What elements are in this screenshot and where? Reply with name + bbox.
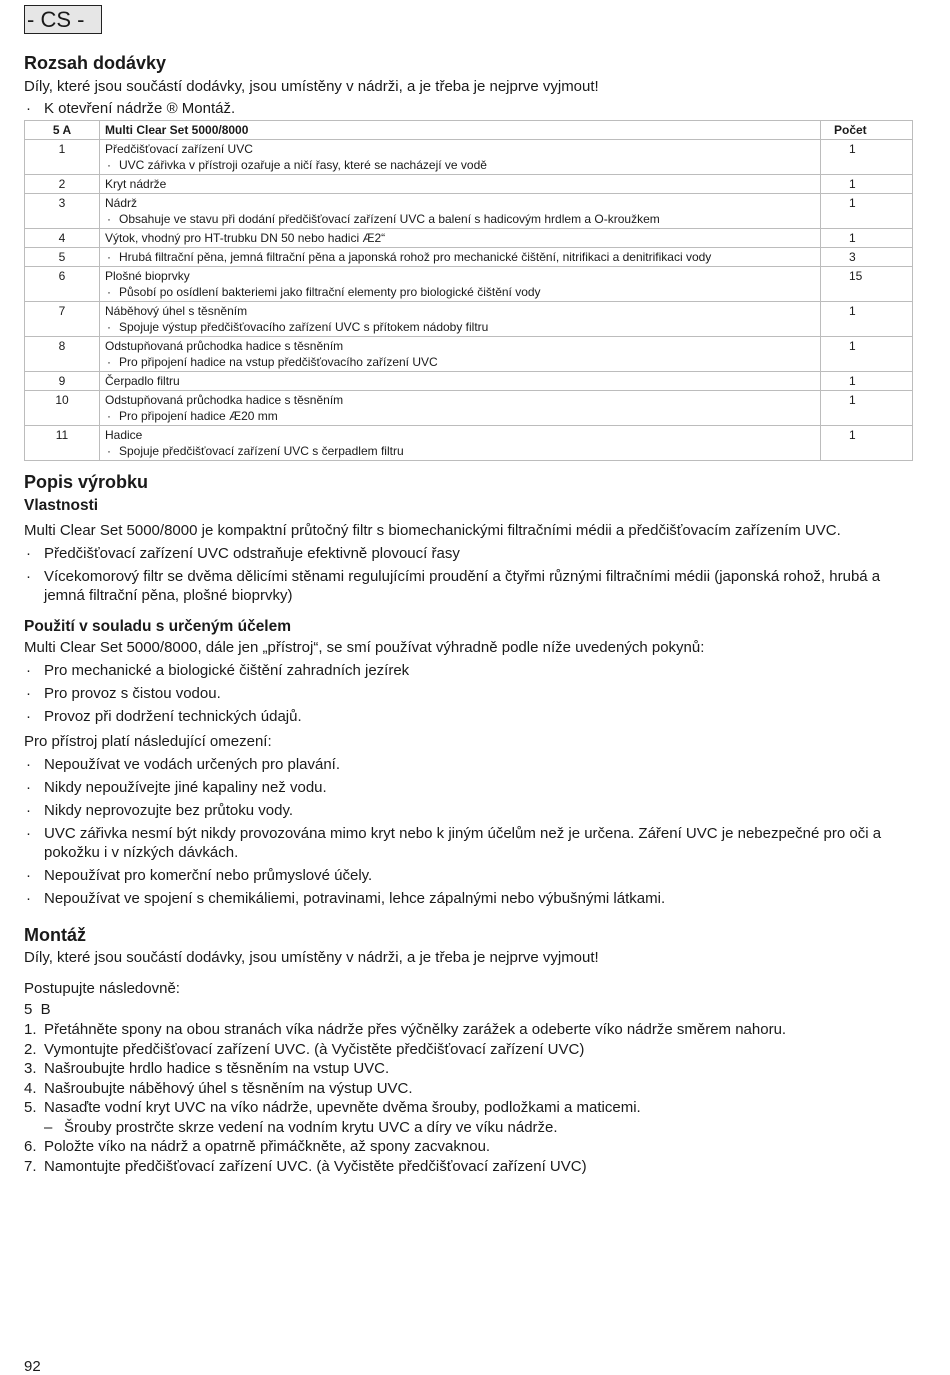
parts-row — [25, 372, 913, 391]
parts-row-name: Hadice — [105, 428, 143, 442]
usage-text: Multi Clear Set 5000/8000, dále jen „přístroj“, se smí používat výhradně podle níže uvedených pokynů: — [24, 639, 705, 656]
parts-row — [25, 267, 913, 302]
assembly-step-text: Nasaďte vodní kryt UVC na víko nádrže, upevněte dvěma šrouby, podložkami a maticemi. — [44, 1099, 641, 1116]
features-text: Multi Clear Set 5000/8000 je kompaktní průtočný filtr s biomechanickými filtračními médii a předčišťovacím zařízením UVC. — [24, 522, 841, 539]
parts-row-name: Čerpadlo filtru — [105, 374, 180, 388]
parts-row-note: · Působí po osídlení bakteriemi jako filtrační elementy pro biologické čištění vody — [105, 284, 815, 300]
assembly-step-text: Vymontujte předčišťovací zařízení UVC. (à Vyčistěte předčišťovací zařízení UVC) — [44, 1040, 585, 1058]
assembly-step-text: Přetáhněte spony na obou stranách víka nádrže přes výčnělky zarážek a odeberte víko nádrže směrem nahoru. — [44, 1021, 787, 1038]
parts-row — [25, 140, 913, 175]
parts-row-description — [100, 175, 821, 194]
restrictions-text: Pro přístroj platí následující omezení: — [24, 733, 272, 750]
features-list — [24, 544, 914, 605]
parts-row-name: Předčišťovací zařízení UVC — [105, 142, 253, 156]
parts-row-number: 5 — [25, 248, 100, 267]
parts-row-number: 11 — [25, 426, 100, 461]
feature-item: · Vícekomorový filtr se dvěma dělicími stěnami regulujícími proudění a čtyřmi různými filtračními médii (japonská rohož, hrubá a jemná filtrační pěna, plošné bioprvky) — [24, 567, 914, 605]
parts-row-name: Plošné bioprvky — [105, 269, 190, 283]
parts-row-number: 6 — [25, 267, 100, 302]
parts-row-note: · Spojuje výstup předčišťovacího zařízení UVC s přítokem nádoby filtru — [105, 319, 815, 335]
parts-row-qty: 1 — [821, 175, 913, 194]
parts-row-notes — [105, 443, 815, 459]
usage-item: · Pro mechanické a biologické čištění zahradních jezírek — [24, 661, 914, 680]
parts-row-number: 2 — [25, 175, 100, 194]
scope-title: Rozsah dodávky — [24, 53, 167, 73]
restriction-item: · Nikdy neprovozujte bez průtoku vody. — [24, 801, 914, 820]
parts-row-notes — [105, 211, 815, 227]
parts-row — [25, 248, 913, 267]
assembly-step — [24, 1157, 914, 1177]
parts-row-qty: 15 — [821, 267, 913, 302]
assembly-step — [24, 1059, 914, 1079]
assembly-step-number: 3. — [24, 1060, 37, 1077]
parts-row-note: · Obsahuje ve stavu při dodání předčišťovací zařízení UVC a balení s hadicovým hrdlem a O-kroužkem — [105, 211, 815, 227]
parts-row-notes — [105, 319, 815, 335]
parts-row-description — [100, 426, 821, 461]
parts-qty-header: Počet — [821, 121, 913, 140]
parts-table — [24, 120, 913, 461]
parts-row-description — [100, 302, 821, 337]
parts-row — [25, 194, 913, 229]
assembly-step-text: Šrouby prostrčte skrze vedení na vodním krytu UVC a díry ve víku nádrže. — [64, 1118, 558, 1136]
parts-row-notes — [105, 157, 815, 173]
parts-row-number: 1 — [25, 140, 100, 175]
restriction-item: · Nepoužívat pro komerční nebo průmyslové účely. — [24, 866, 914, 885]
parts-row-description — [100, 194, 821, 229]
page-content — [24, 52, 914, 1176]
usage-list — [24, 661, 914, 726]
features-title: Vlastnosti — [24, 497, 99, 514]
scope-bullet: · K otevření nádrže ® Montáž. — [24, 99, 914, 118]
parts-row-qty: 1 — [821, 302, 913, 337]
parts-row-notes — [105, 354, 815, 370]
parts-row — [25, 391, 913, 426]
parts-row — [25, 302, 913, 337]
parts-row-qty: 1 — [821, 337, 913, 372]
parts-row-description — [100, 372, 821, 391]
parts-row-note: · UVC zářivka v přístroji ozařuje a ničí řasy, které se nacházejí ve vodě — [105, 157, 815, 173]
restriction-item: · UVC zářivka nesmí být nikdy provozována mimo kryt nebo k jiným účelům než je určena. Záření UVC je nebezpečné pro oči a pokožku i v nízkých dávkách. — [24, 824, 914, 862]
assembly-steps — [24, 1020, 914, 1176]
parts-row-name: Odstupňovaná průchodka hadice s těsněním — [105, 339, 344, 353]
parts-table-header — [25, 121, 913, 140]
assembly-step-number: – — [44, 1118, 53, 1136]
parts-row-notes — [105, 249, 815, 265]
usage-title: Použití v souladu s určeným účelem — [24, 618, 292, 635]
scope-bullets — [24, 99, 914, 118]
restriction-item: · Nepoužívat ve spojení s chemikáliemi, potravinami, lehce zápalnými nebo výbušnými látkami. — [24, 889, 914, 908]
parts-row-notes — [105, 408, 815, 424]
parts-row-qty: 3 — [821, 248, 913, 267]
parts-row-note: · Pro připojení hadice na vstup předčišťovacího zařízení UVC — [105, 354, 815, 370]
parts-ref: 5 A — [25, 121, 100, 140]
parts-row-qty: 1 — [821, 372, 913, 391]
page-number: 92 — [24, 1358, 41, 1375]
assembly-step — [24, 1040, 914, 1060]
restriction-item: · Nikdy nepoužívejte jiné kapaliny než vodu. — [24, 778, 914, 797]
parts-row — [25, 175, 913, 194]
parts-product: Multi Clear Set 5000/8000 — [100, 121, 821, 140]
parts-row-name: Kryt nádrže — [105, 177, 167, 191]
parts-row-qty: 1 — [821, 194, 913, 229]
assembly-intro: Díly, které jsou součástí dodávky, jsou umístěny v nádrži, a je třeba je nejprve vyjmout! — [24, 949, 599, 966]
assembly-step — [24, 1118, 914, 1138]
assembly-step — [24, 1079, 914, 1099]
parts-row-name: Výtok, vhodný pro HT-trubku DN 50 nebo hadici Æ2“ — [105, 231, 386, 245]
parts-row-number: 8 — [25, 337, 100, 372]
assembly-step-number: 1. — [24, 1021, 37, 1038]
assembly-step-number: 5. — [24, 1099, 37, 1116]
parts-row-number: 9 — [25, 372, 100, 391]
assembly-step-text: Našroubujte hrdlo hadice s těsněním na vstup UVC. — [44, 1060, 390, 1077]
parts-row-description — [100, 140, 821, 175]
restriction-item: · Nepoužívat ve vodách určených pro plavání. — [24, 755, 914, 774]
feature-item: · Předčišťovací zařízení UVC odstraňuje efektivně plovoucí řasy — [24, 544, 914, 563]
parts-row-note: · Spojuje předčišťovací zařízení UVC s čerpadlem filtru — [105, 443, 815, 459]
parts-row-qty: 1 — [821, 229, 913, 248]
scope-intro: Díly, které jsou součástí dodávky, jsou umístěny v nádrži, a je třeba je nejprve vyjmout! — [24, 78, 599, 95]
restrictions-list — [24, 755, 914, 908]
parts-row — [25, 337, 913, 372]
assembly-step-text: Našroubujte náběhový úhel s těsněním na výstup UVC. — [44, 1079, 413, 1097]
parts-row-name: Odstupňovaná průchodka hadice s těsněním — [105, 393, 344, 407]
parts-row-description — [100, 391, 821, 426]
assembly-step — [24, 1137, 914, 1157]
parts-row-notes — [105, 284, 815, 300]
parts-row-qty: 1 — [821, 426, 913, 461]
usage-item: · Provoz při dodržení technických údajů. — [24, 707, 914, 726]
parts-row-qty: 1 — [821, 140, 913, 175]
assembly-step-number: 4. — [24, 1079, 37, 1097]
parts-row-number: 7 — [25, 302, 100, 337]
parts-row-note: · Hrubá filtrační pěna, jemná filtrační pěna a japonská rohož pro mechanické čištění, nitrifikaci a denitrifikaci vody — [105, 249, 815, 265]
parts-row — [25, 229, 913, 248]
parts-row-description — [100, 229, 821, 248]
language-tag: - CS - — [24, 5, 102, 34]
parts-row-description — [100, 248, 821, 267]
parts-row-qty: 1 — [821, 391, 913, 426]
assembly-ref: 5 B — [24, 1001, 51, 1018]
assembly-step-number: 2. — [24, 1040, 37, 1058]
parts-row-name: Náběhový úhel s těsněním — [105, 304, 248, 318]
assembly-step-number: 6. — [24, 1138, 37, 1155]
assembly-step-text: Položte víko na nádrž a opatrně přimáčkněte, až spony zacvaknou. — [44, 1138, 491, 1155]
parts-row-description — [100, 267, 821, 302]
assembly-title: Montáž — [24, 925, 86, 945]
description-title: Popis výrobku — [24, 472, 149, 492]
assembly-step — [24, 1098, 914, 1118]
assembly-step-text: Namontujte předčišťovací zařízení UVC. (à Vyčistěte předčišťovací zařízení UVC) — [44, 1157, 587, 1175]
assembly-step — [24, 1020, 914, 1040]
usage-item: · Pro provoz s čistou vodou. — [24, 684, 914, 703]
parts-row-note: · Pro připojení hadice Æ20 mm — [105, 408, 815, 424]
parts-row — [25, 426, 913, 461]
assembly-step-number: 7. — [24, 1157, 37, 1175]
parts-row-description — [100, 337, 821, 372]
parts-row-number: 3 — [25, 194, 100, 229]
assembly-proceed: Postupujte následovně: — [24, 980, 180, 997]
parts-row-name: Nádrž — [105, 196, 138, 210]
parts-row-number: 4 — [25, 229, 100, 248]
parts-row-number: 10 — [25, 391, 100, 426]
